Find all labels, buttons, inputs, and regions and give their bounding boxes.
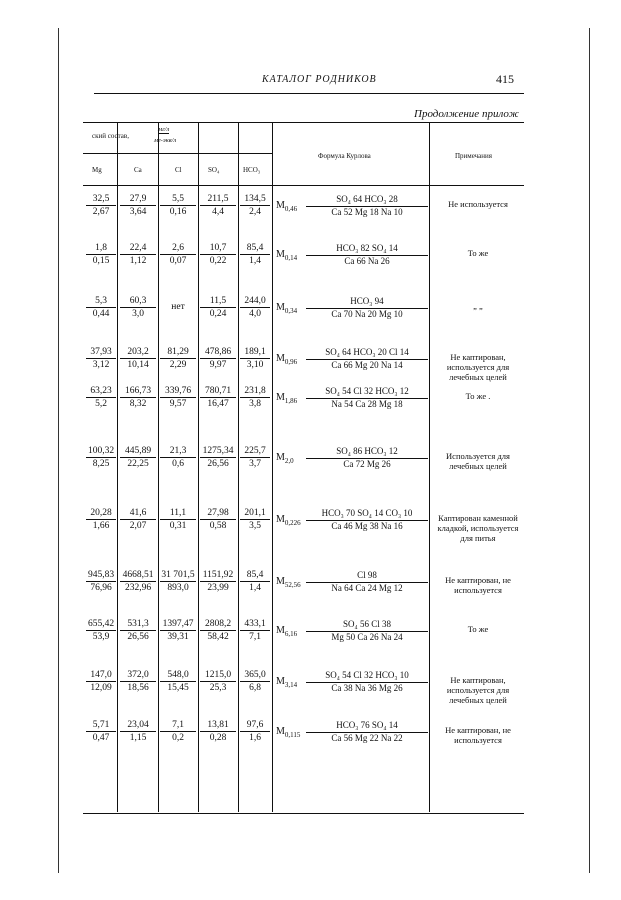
cell-ca-meq-per-l: 10,14 — [127, 360, 149, 370]
cell-ca-mg-per-l: 41,6 — [120, 508, 156, 520]
header-rule — [94, 93, 524, 94]
cell-ca-mg-per-l: 531,3 — [120, 619, 156, 631]
cell-ca-mg-per-l: 203,2 — [120, 347, 156, 359]
cell-hco3-meq-per-l: 3,5 — [249, 521, 261, 531]
mineralization — [276, 514, 301, 527]
cell-mg-meq-per-l: 2,67 — [92, 207, 110, 217]
cell-cl-mg-per-l: 1397,47 — [160, 619, 196, 631]
mineralization-letter: M — [276, 676, 285, 687]
column-header-so4: SO₄ — [208, 166, 220, 174]
formula-anions: HCO₃ 70 SO₄ 14 CO₃ 10 — [306, 508, 428, 521]
cell-ca-mg-per-l: 23,04 — [120, 720, 156, 732]
formula-cations: Ca 66 Mg 20 Na 14 — [331, 360, 403, 370]
cell-cl-meq-per-l: 0,16 — [169, 207, 187, 217]
column-rule — [272, 122, 273, 812]
column-header-mg: Mg — [92, 166, 102, 174]
cell-hco3-meq-per-l: 3,7 — [249, 459, 261, 469]
page-edge-left — [58, 28, 59, 873]
cell-mg-mg-per-l: 37,93 — [86, 347, 116, 359]
cell-hco3-meq-per-l: 2,4 — [249, 207, 261, 217]
mineralization — [276, 576, 301, 589]
mineralization — [276, 452, 294, 465]
column-rule — [429, 122, 430, 812]
cell-cl-meq-per-l: 0,6 — [172, 459, 184, 469]
unit-numerator: мг/л — [158, 126, 170, 133]
note: То же . — [465, 391, 491, 401]
cell-hco3-mg-per-l: 225,7 — [240, 446, 270, 458]
formula-cations: Ca 56 Mg 22 Na 22 — [331, 733, 403, 743]
formula-anions: HCO₃ 94 — [306, 296, 428, 309]
cell-so4-meq-per-l: 0,58 — [209, 521, 227, 531]
cell-cl-mg-per-l: 81,29 — [160, 347, 196, 359]
cell-cl-meq-per-l: 893,0 — [167, 583, 189, 593]
cell-hco3-mg-per-l: 85,4 — [240, 243, 270, 255]
formula-anions: Cl 98 — [306, 570, 428, 583]
cell-mg-meq-per-l: 0,47 — [92, 733, 110, 743]
cell-mg-meq-per-l: 0,44 — [92, 309, 110, 319]
formula-anions: SO₄ 54 Cl 32 HCO₃ 10 — [306, 670, 428, 683]
mineralization-value: 3,14 — [284, 681, 298, 689]
cell-mg-mg-per-l: 147,0 — [86, 670, 116, 682]
cell-hco3-mg-per-l: 201,1 — [240, 508, 270, 520]
kurlov-formula — [306, 570, 428, 594]
mineralization-value: 0,46 — [284, 205, 298, 213]
column-header-formula: Формула Курлова — [318, 152, 371, 160]
cell-so4-meq-per-l: 58,42 — [207, 632, 229, 642]
cell-mg-mg-per-l: 32,5 — [86, 194, 116, 206]
cell-mg-mg-per-l: 100,32 — [87, 446, 115, 456]
formula-anions: SO₄ 56 Cl 38 — [306, 619, 428, 632]
column-rule — [238, 122, 239, 812]
cell-ca-meq-per-l: 22,25 — [127, 459, 149, 469]
formula-cations: Ca 70 Na 20 Mg 10 — [331, 309, 403, 319]
cell-so4-mg-per-l: 11,5 — [200, 296, 236, 308]
formula-cations: Ca 66 Na 26 — [344, 256, 390, 266]
cell-so4-mg-per-l: 211,5 — [200, 194, 236, 206]
note: Не каптирован, используется для лечебных целей — [446, 675, 510, 705]
cell-mg-meq-per-l: 3,12 — [92, 360, 110, 370]
cell-so4-meq-per-l: 0,28 — [209, 733, 227, 743]
cell-mg-meq-per-l: 12,09 — [90, 683, 112, 693]
note: Не используется — [448, 199, 508, 209]
header-bottom-rule — [83, 185, 524, 186]
cell-ca-meq-per-l: 18,56 — [127, 683, 149, 693]
cell-cl-mg-per-l: нет — [171, 302, 185, 312]
cell-ca-meq-per-l: 8,32 — [129, 399, 147, 409]
kurlov-formula — [306, 296, 428, 320]
cell-so4-mg-per-l: 780,71 — [200, 386, 236, 398]
cell-so4-meq-per-l: 9,97 — [209, 360, 227, 370]
note: Не каптирован, используется для лечебных целей — [446, 352, 510, 382]
cell-mg-mg-per-l: 1,8 — [86, 243, 116, 255]
cell-ca-mg-per-l: 445,89 — [120, 446, 156, 458]
cell-mg-mg-per-l: 5,3 — [86, 296, 116, 308]
mineralization — [276, 726, 300, 739]
cell-hco3-mg-per-l: 134,5 — [240, 194, 270, 206]
mineralization — [276, 625, 297, 638]
cell-so4-meq-per-l: 23,99 — [207, 583, 229, 593]
cell-ca-mg-per-l: 27,9 — [120, 194, 156, 206]
cell-ca-mg-per-l: 22,4 — [120, 243, 156, 255]
formula-anions: HCO₃ 82 SO₄ 14 — [306, 243, 428, 256]
cell-cl-mg-per-l: 5,5 — [160, 194, 196, 206]
cell-cl-mg-per-l: 339,76 — [160, 386, 196, 398]
formula-anions: HCO₃ 76 SO₄ 14 — [306, 720, 428, 733]
cell-ca-meq-per-l: 232,96 — [124, 583, 152, 593]
mineralization-letter: M — [276, 200, 285, 211]
mineralization — [276, 392, 297, 405]
mineralization-letter: M — [276, 726, 285, 737]
page-edge-right — [589, 28, 590, 873]
mineralization-letter: M — [276, 353, 285, 364]
column-header-ca: Ca — [134, 166, 142, 174]
cell-hco3-meq-per-l: 6,8 — [249, 683, 261, 693]
cell-cl-meq-per-l: 2,29 — [169, 360, 187, 370]
cell-mg-meq-per-l: 0,15 — [92, 256, 110, 266]
cell-cl-mg-per-l: 548,0 — [160, 670, 196, 682]
cell-so4-mg-per-l: 1275,34 — [200, 446, 236, 458]
cell-ca-mg-per-l: 372,0 — [120, 670, 156, 682]
formula-anions: SO₄ 64 HCO₃ 20 Cl 14 — [306, 347, 428, 360]
kurlov-formula — [306, 194, 428, 218]
mineralization-value: 0,14 — [284, 254, 298, 262]
kurlov-formula — [306, 670, 428, 694]
cell-so4-meq-per-l: 25,3 — [209, 683, 227, 693]
cell-mg-meq-per-l: 76,96 — [90, 583, 112, 593]
cell-so4-meq-per-l: 4,4 — [212, 207, 224, 217]
formula-cations: Ca 52 Mg 18 Na 10 — [331, 207, 403, 217]
cell-so4-mg-per-l: 478,86 — [200, 347, 236, 359]
cell-so4-mg-per-l: 27,98 — [200, 508, 236, 520]
formula-cations: Ca 46 Mg 38 Na 16 — [331, 521, 403, 531]
cell-so4-meq-per-l: 16,47 — [207, 399, 229, 409]
mineralization-letter: M — [276, 392, 285, 403]
page-number: 415 — [496, 72, 514, 86]
kurlov-formula — [306, 347, 428, 371]
cell-so4-mg-per-l: 10,7 — [200, 243, 236, 255]
running-head: КАТАЛОГ РОДНИКОВ — [262, 74, 377, 85]
cell-ca-meq-per-l: 3,0 — [132, 309, 144, 319]
mineralization — [276, 249, 297, 262]
mineralization-value: 6,16 — [284, 630, 298, 638]
cell-hco3-meq-per-l: 3,10 — [246, 360, 264, 370]
cell-ca-meq-per-l: 3,64 — [129, 207, 147, 217]
cell-hco3-meq-per-l: 1,6 — [249, 733, 261, 743]
column-rule — [198, 122, 199, 812]
formula-cations: Mg 50 Ca 26 Na 24 — [331, 632, 403, 642]
cell-cl-mg-per-l: 7,1 — [160, 720, 196, 732]
cell-mg-meq-per-l: 8,25 — [92, 459, 110, 469]
formula-cations: Ca 38 Na 36 Mg 26 — [331, 683, 403, 693]
composition-label: ский состав, — [92, 132, 129, 140]
kurlov-formula — [306, 446, 428, 470]
column-rule — [158, 122, 159, 812]
cell-ca-meq-per-l: 2,07 — [129, 521, 147, 531]
cell-cl-mg-per-l: 2,6 — [160, 243, 196, 255]
mineralization — [276, 200, 297, 213]
mineralization-value: 0,96 — [284, 358, 298, 366]
cell-ca-meq-per-l: 26,56 — [127, 632, 149, 642]
cell-hco3-mg-per-l: 433,1 — [240, 619, 270, 631]
cell-cl-meq-per-l: 39,31 — [167, 632, 189, 642]
kurlov-formula — [306, 243, 428, 267]
kurlov-formula — [306, 508, 428, 532]
cell-hco3-meq-per-l: 1,4 — [249, 256, 261, 266]
column-header-notes: Примечания — [455, 152, 493, 160]
mineralization-letter: M — [276, 576, 285, 587]
cell-so4-meq-per-l: 0,22 — [209, 256, 227, 266]
mineralization-value: 0,226 — [284, 519, 301, 527]
header-subrule — [83, 153, 272, 154]
cell-ca-mg-per-l: 4668,51 — [120, 570, 156, 582]
cell-hco3-meq-per-l: 3,8 — [249, 399, 261, 409]
note: „ „ — [473, 301, 483, 311]
note: То же — [467, 624, 489, 634]
cell-cl-mg-per-l: 31 701,5 — [161, 570, 195, 580]
cell-ca-meq-per-l: 1,15 — [129, 733, 147, 743]
cell-cl-mg-per-l: 11,1 — [160, 508, 196, 520]
continuation-note: Продолжение прилож — [414, 108, 519, 120]
cell-so4-meq-per-l: 0,24 — [209, 309, 227, 319]
note: То же — [467, 248, 489, 258]
cell-cl-meq-per-l: 15,45 — [167, 683, 189, 693]
cell-ca-meq-per-l: 1,12 — [129, 256, 147, 266]
mineralization-letter: M — [276, 249, 285, 260]
cell-mg-mg-per-l: 945,83 — [87, 570, 115, 580]
column-header-cl: Cl — [175, 166, 182, 174]
cell-ca-mg-per-l: 166,73 — [120, 386, 156, 398]
mineralization-letter: M — [276, 625, 285, 636]
cell-cl-meq-per-l: 9,57 — [169, 399, 187, 409]
mineralization-letter: M — [276, 302, 285, 313]
note: Не каптирован, не используется — [445, 725, 511, 745]
mineralization-value: 0,34 — [284, 307, 298, 315]
cell-hco3-meq-per-l: 1,4 — [249, 583, 261, 593]
mineralization-letter: M — [276, 514, 285, 525]
cell-cl-meq-per-l: 0,31 — [169, 521, 187, 531]
formula-cations: Ca 72 Mg 26 — [343, 459, 391, 469]
column-rule — [117, 122, 118, 812]
cell-so4-mg-per-l: 13,81 — [200, 720, 236, 732]
mineralization-value: 0,115 — [284, 731, 301, 739]
cell-so4-mg-per-l: 2808,2 — [200, 619, 236, 631]
cell-hco3-meq-per-l: 4,0 — [249, 309, 261, 319]
cell-hco3-meq-per-l: 7,1 — [249, 632, 261, 642]
formula-anions: SO₄ 64 HCO₃ 28 — [306, 194, 428, 207]
cell-ca-mg-per-l: 60,3 — [120, 296, 156, 308]
mineralization-letter: M — [276, 452, 285, 463]
cell-mg-mg-per-l: 20,28 — [86, 508, 116, 520]
unit-denominator: мг-экв/л — [154, 137, 177, 144]
mineralization — [276, 302, 297, 315]
cell-hco3-mg-per-l: 231,8 — [240, 386, 270, 398]
mineralization — [276, 676, 297, 689]
cell-mg-mg-per-l: 5,71 — [86, 720, 116, 732]
cell-cl-meq-per-l: 0,2 — [172, 733, 184, 743]
formula-cations: Na 64 Ca 24 Mg 12 — [331, 583, 403, 593]
note: Каптирован каменной кладкой, используется для питья — [437, 513, 519, 543]
cell-hco3-mg-per-l: 85,4 — [240, 570, 270, 582]
cell-mg-mg-per-l: 655,42 — [87, 619, 115, 629]
cell-mg-meq-per-l: 53,9 — [92, 632, 110, 642]
cell-so4-mg-per-l: 1151,92 — [200, 570, 236, 582]
cell-mg-meq-per-l: 1,66 — [92, 521, 110, 531]
cell-hco3-mg-per-l: 189,1 — [240, 347, 270, 359]
mineralization-value: 2,0 — [284, 457, 294, 465]
kurlov-formula — [306, 619, 428, 643]
cell-so4-mg-per-l: 1215,0 — [200, 670, 236, 682]
formula-anions: SO₄ 54 Cl 32 HCO₃ 12 — [306, 386, 428, 399]
cell-mg-mg-per-l: 63,23 — [86, 386, 116, 398]
kurlov-formula — [306, 386, 428, 410]
note: Используется для лечебных целей — [446, 451, 510, 471]
formula-cations: Na 54 Ca 28 Mg 18 — [331, 399, 403, 409]
kurlov-formula — [306, 720, 428, 744]
cell-hco3-mg-per-l: 244,0 — [240, 296, 270, 308]
mineralization-value: 52,56 — [284, 581, 301, 589]
column-header-hco3: HCO₃ — [243, 166, 261, 174]
cell-so4-meq-per-l: 26,56 — [207, 459, 229, 469]
cell-hco3-mg-per-l: 97,6 — [240, 720, 270, 732]
formula-anions: SO₄ 86 HCO₃ 12 — [306, 446, 428, 459]
cell-cl-meq-per-l: 0,07 — [169, 256, 187, 266]
note: Не каптирован, не используется — [445, 575, 511, 595]
cell-mg-meq-per-l: 5,2 — [95, 399, 107, 409]
mineralization — [276, 353, 297, 366]
cell-hco3-mg-per-l: 365,0 — [240, 670, 270, 682]
mineralization-value: 1,86 — [284, 397, 298, 405]
cell-cl-mg-per-l: 21,3 — [160, 446, 196, 458]
